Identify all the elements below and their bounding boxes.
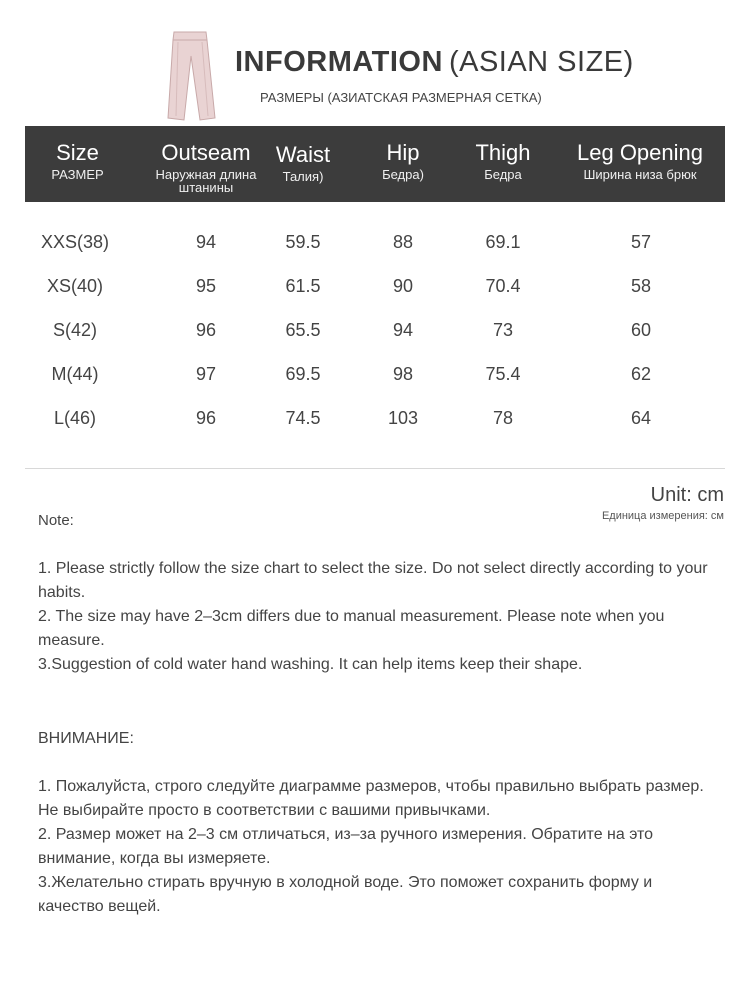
col-header-ru: РАЗМЕР bbox=[51, 167, 104, 182]
table-row bbox=[0, 354, 750, 398]
col-header-en: Leg Opening bbox=[577, 140, 703, 165]
col-header-ru: Бедра) bbox=[382, 167, 424, 182]
cell-hip: 103 bbox=[387, 408, 419, 428]
cell-outseam: 94 bbox=[195, 232, 217, 252]
note-item: 1. Please strictly follow the size chart to select the size. Do not select directly according to your habits. bbox=[38, 560, 708, 601]
cell-outseam: 96 bbox=[195, 408, 217, 428]
notes-russian bbox=[38, 775, 718, 919]
cell-thigh: 78 bbox=[492, 408, 514, 428]
cell-size: XS(40) bbox=[46, 276, 104, 296]
cell-size: XXS(38) bbox=[40, 232, 110, 252]
notes-russian-label bbox=[38, 727, 718, 751]
table-row bbox=[0, 310, 750, 354]
cell-thigh: 69.1 bbox=[485, 232, 521, 252]
col-header-en: Outseam bbox=[161, 140, 251, 165]
cell-outseam: 96 bbox=[195, 320, 217, 340]
col-header-ru: Ширина низа брюк bbox=[583, 167, 697, 182]
page-title bbox=[235, 46, 634, 79]
cell-leg-opening: 57 bbox=[630, 232, 652, 252]
cell-size: M(44) bbox=[51, 364, 99, 384]
cell-leg-opening: 62 bbox=[630, 364, 652, 384]
section-divider bbox=[25, 468, 725, 469]
cell-waist: 65.5 bbox=[285, 320, 321, 340]
col-header-thigh bbox=[463, 140, 543, 182]
note-item: 1. Пожалуйста, строго следуйте диаграмме размеров, чтобы правильно выбрать размер. Не выбирайте просто в соответствии с вашими привычками. bbox=[38, 778, 704, 819]
col-header-waist bbox=[267, 140, 339, 184]
table-row bbox=[0, 266, 750, 310]
page-subtitle: РАЗМЕРЫ (АЗИАТСКАЯ РАЗМЕРНАЯ СЕТКА) bbox=[260, 90, 542, 105]
notes-english bbox=[38, 557, 718, 677]
col-header-en: Waist bbox=[275, 142, 331, 167]
title-light: (ASIAN SIZE) bbox=[448, 46, 634, 78]
cell-waist: 59.5 bbox=[285, 232, 321, 252]
cell-hip: 88 bbox=[392, 232, 414, 252]
note-item: 2. The size may have 2–3cm differs due to manual measurement. Please note when you measure. bbox=[38, 608, 665, 649]
cell-leg-opening: 64 bbox=[630, 408, 652, 428]
note-item: 3.Желательно стирать вручную в холодной воде. Это поможет сохранить форму и качество вещей. bbox=[38, 874, 653, 915]
cell-leg-opening: 58 bbox=[630, 276, 652, 296]
cell-hip: 94 bbox=[392, 320, 414, 340]
note-item: 3.Suggestion of cold water hand washing. It can help items keep their shape. bbox=[38, 656, 583, 673]
note-label-ru: ВНИМАНИЕ: bbox=[38, 730, 134, 747]
table-header bbox=[25, 126, 725, 202]
col-header-ru: Талия) bbox=[282, 169, 324, 184]
col-header-ru: Бедра bbox=[484, 167, 522, 182]
note-item: 2. Размер может на 2–3 см отличаться, из–за ручного измерения. Обратите на это внимание, когда вы измеряете. bbox=[38, 826, 654, 867]
col-header-size bbox=[30, 140, 125, 182]
title-bold: INFORMATION bbox=[235, 46, 443, 78]
cell-hip: 90 bbox=[392, 276, 414, 296]
table-row bbox=[0, 398, 750, 442]
cell-thigh: 73 bbox=[492, 320, 514, 340]
col-header-en: Thigh bbox=[475, 140, 531, 165]
col-header-outseam bbox=[145, 140, 267, 194]
col-header-hip bbox=[363, 140, 443, 182]
header bbox=[0, 0, 750, 125]
cell-size: S(42) bbox=[52, 320, 97, 340]
cell-waist: 61.5 bbox=[285, 276, 321, 296]
cell-hip: 98 bbox=[392, 364, 414, 384]
cell-leg-opening: 60 bbox=[630, 320, 652, 340]
col-header-leg-opening bbox=[563, 140, 717, 182]
col-header-ru: Наружная длина штанины bbox=[155, 167, 257, 195]
cell-thigh: 70.4 bbox=[485, 276, 521, 296]
col-header-en: Size bbox=[56, 140, 99, 165]
unit-label: Unit: cm bbox=[650, 484, 724, 506]
pants-icon bbox=[160, 30, 222, 122]
cell-waist: 74.5 bbox=[285, 408, 321, 428]
cell-waist: 69.5 bbox=[285, 364, 321, 384]
col-header-en: Hip bbox=[386, 140, 420, 165]
note-label: Note: bbox=[38, 512, 74, 529]
cell-thigh: 75.4 bbox=[485, 364, 521, 384]
cell-outseam: 95 bbox=[195, 276, 217, 296]
cell-outseam: 97 bbox=[195, 364, 217, 384]
unit-label-ru: Единица измерения: см bbox=[601, 510, 724, 522]
cell-size: L(46) bbox=[53, 408, 97, 428]
table-row bbox=[0, 222, 750, 266]
